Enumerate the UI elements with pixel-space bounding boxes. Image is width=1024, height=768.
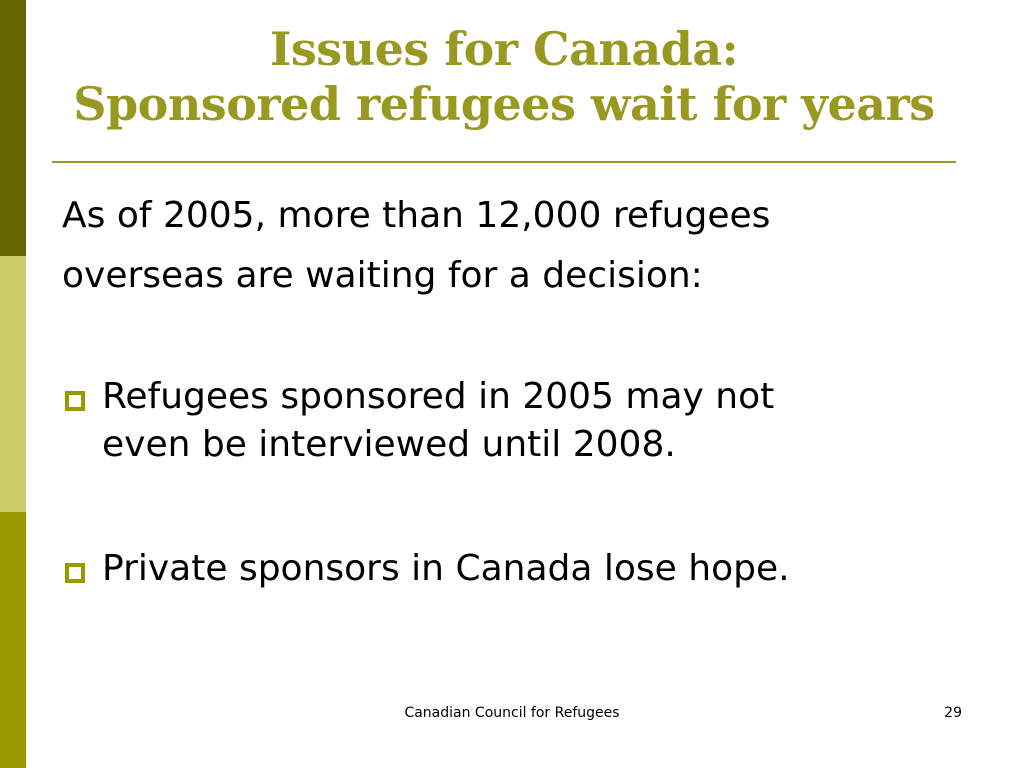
- bullet-item: [62, 373, 962, 469]
- footer-organization: Canadian Council for Refugees: [404, 705, 620, 721]
- bullet-text-line-2: even be interviewed until 2008.: [102, 424, 676, 465]
- slide-title-line-2: Sponsored refugees wait for years: [73, 77, 935, 132]
- slide-title-line-1: Issues for Canada:: [269, 22, 739, 76]
- intro-line-2: overseas are waiting for a decision:: [62, 255, 703, 296]
- page-number: 29: [944, 705, 962, 721]
- bullet-list: [62, 373, 962, 593]
- sidebar-band-top: [0, 0, 26, 256]
- hollow-square-bullet-icon: [65, 563, 85, 583]
- intro-line-1: As of 2005, more than 12,000 refugees: [62, 195, 771, 236]
- title-underline: [52, 161, 956, 163]
- bullet-text-line-1: Private sponsors in Canada lose hope.: [102, 548, 790, 589]
- bullet-item: [62, 545, 962, 593]
- hollow-square-bullet-icon: [65, 391, 85, 411]
- sidebar-band-middle: [0, 256, 26, 512]
- intro-paragraph: [62, 186, 962, 306]
- slide-title: [52, 22, 956, 132]
- sidebar-band-bottom: [0, 512, 26, 768]
- bullet-text-line-1: Refugees sponsored in 2005 may not: [102, 376, 775, 417]
